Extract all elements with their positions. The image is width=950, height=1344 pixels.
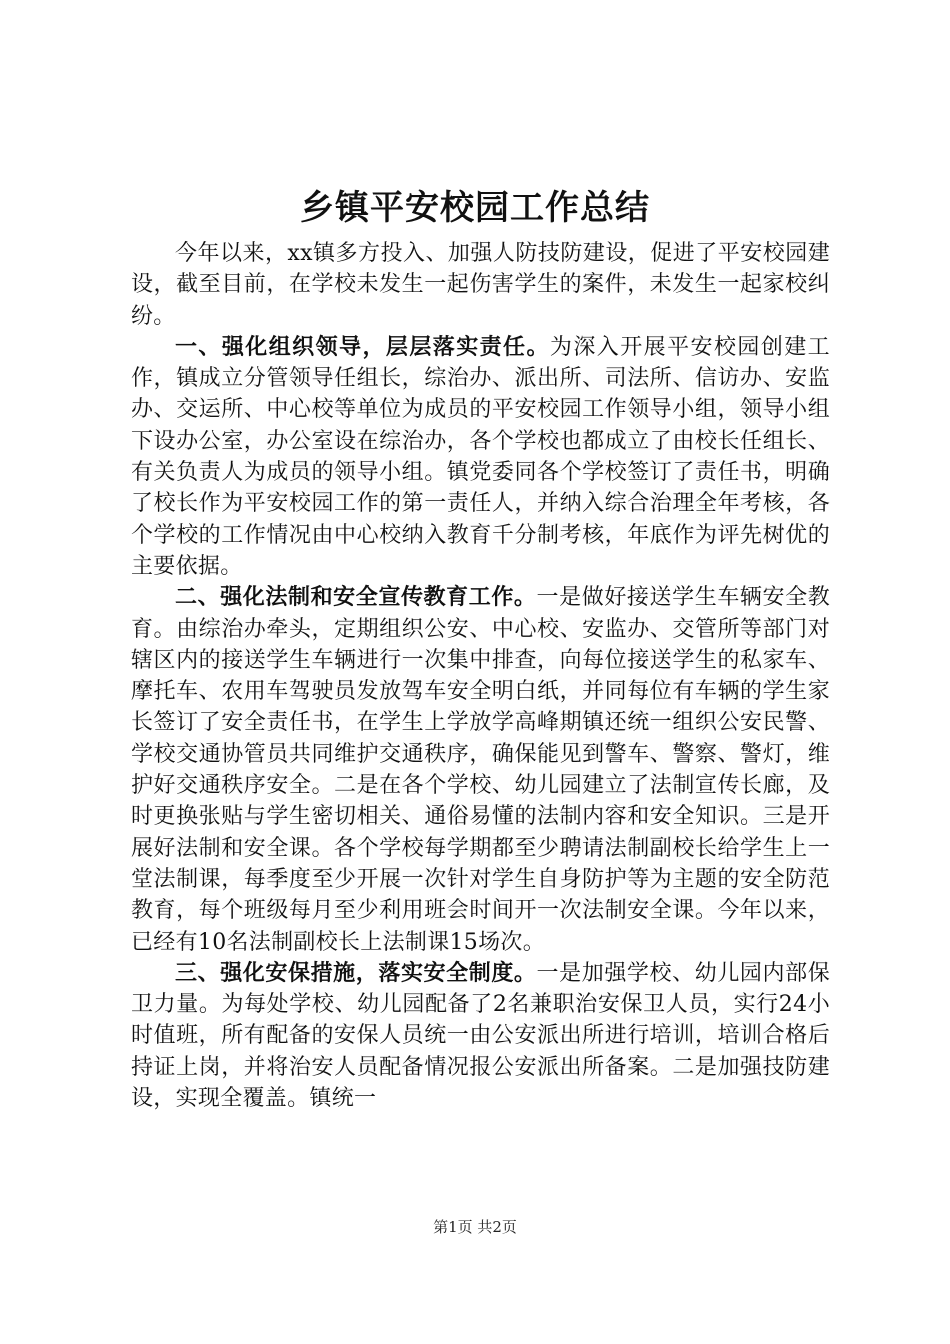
paragraph-section-3	[131, 958, 830, 1114]
paragraph-heading: 三、强化安保措施，落实安全制度。	[175, 960, 537, 986]
paragraph-heading: 一、强化组织领导，层层落实责任。	[175, 334, 550, 360]
paragraph-text: 今年以来，xx镇多方投入、加强人防技防建设，促进了平安校园建设，截至目前，在学校未发生一起伤害学生的案件，未发生一起家校纠纷。	[131, 241, 830, 329]
paragraph-text: 为深入开展平安校园创建工作，镇成立分管领导任组长，综治办、派出所、司法所、信访办、安监办、交运所、中心校等单位为成员的平安校园工作领导小组，领导小组下设办公室，办公室设在综治办，各个学校也都成立了由校长任组长、有关负责人为成员的领导小组。镇党委同各个学校签订了责任书，明确了校长作为平安校园工作的第一责任人，并纳入综合治理全年考核，各个学校的工作情况由中心校纳入教育千分制考核，年底作为评先树优的主要依据。	[131, 334, 830, 579]
page-number-footer: 第1页 共2页	[433, 1218, 517, 1236]
paragraph-heading: 二、强化法制和安全宣传教育工作。	[175, 585, 537, 611]
paragraph-section-2	[131, 582, 830, 958]
paragraph-intro	[131, 238, 830, 332]
document-body	[131, 238, 830, 1114]
paragraph-text: 一是加强学校、幼儿园内部保卫力量。为每处学校、幼儿园配备了2名兼职治安保卫人员，实行24小时值班，所有配备的安保人员统一由公安派出所进行培训，培训合格后持证上岗，并将治安人员配备情况报公安派出所备案。二是加强技防建设，实现全覆盖。镇统一	[131, 960, 830, 1112]
paragraph-section-1	[131, 332, 830, 582]
document-title: 乡镇平安校园工作总结	[300, 188, 650, 228]
paragraph-text: 一是做好接送学生车辆安全教育。由综治办牵头，定期组织公安、中心校、安监办、交管所等部门对辖区内的接送学生车辆进行一次集中排查，向每位接送学生的私家车、摩托车、农用车驾驶员发放驾车安全明白纸，并同每位有车辆的学生家长签订了安全责任书，在学生上学放学高峰期镇还统一组织公安民警、学校交通协管员共同维护交通秩序，确保能见到警车、警察、警灯，维护好交通秩序安全。二是在各个学校、幼儿园建立了法制宣传长廊，及时更换张贴与学生密切相关、通俗易懂的法制内容和安全知识。三是开展好法制和安全课。各个学校每学期都至少聘请法制副校长给学生上一堂法制课，每季度至少开展一次针对学生自身防护等为主题的安全防范教育，每个班级每月至少利用班会时间开一次法制安全课。今年以来，已经有10名法制副校长上法制课15场次。	[131, 585, 830, 955]
